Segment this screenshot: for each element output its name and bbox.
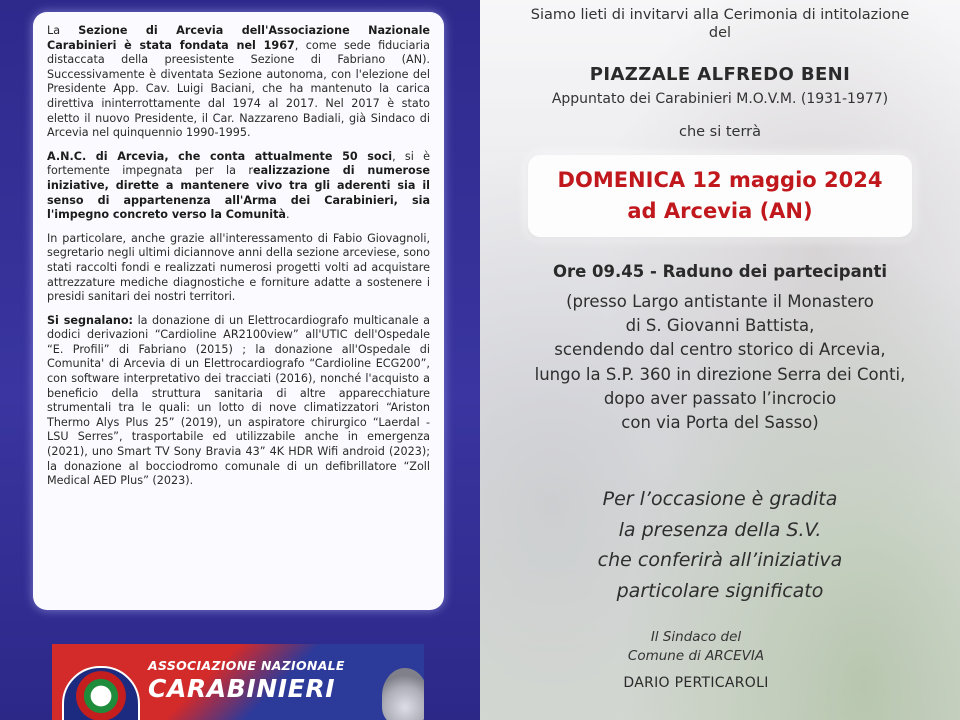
history-paragraph-1 [47,24,430,141]
bold-text-segment: ealizzazione di numerose iniziative, dirette a mantenere vivo tra gli aderenti sia il senso di appartenenza all'Arma dei Carabinieri, sia l'impegno concreto verso la Comunità [47,164,430,222]
occasion-line: che conferirà all’iniziativa [597,549,843,571]
occasion-line: la presenza della S.V. [618,518,822,541]
ceremony-title: PIAZZALE ALFREDO BENI [589,64,851,85]
carabinieri-logo [52,644,424,720]
invitation-text [480,6,960,42]
mayor-title [480,628,936,666]
right-panel [480,0,960,720]
address-line: dopo aver passato l’incrocio [603,388,837,408]
address-line: lungo la S.P. 360 in direzione Serra dei Conti, [534,364,906,384]
text-segment: In particolare, anche grazie all'interessamento di Fabio Giovagnoli, segretario negli ultimi diciannove anni della sezione arceviese, sono stati raccolti fondi e realizzati numerosi progetti volti ad acquistare attrezzature mediche diagnostiche e forniture adatte a sostenere i presidi sanitari dei nostri territori. [47,231,430,304]
address-line: di S. Giovanni Battista, [625,316,815,336]
text-segment: , come sede fiduciaria distaccata della preesistente Sezione di Fabriano (AN). Successivamente è diventata Sezione autonoma, con l'elezione del Presidente App. Cav. Luigi Baciani, che ha mantenuto la carica direttiva ininterrottamente dal 1974 al 2017. Nel 2017 è stato eletto il nuovo Presidente, il Car. Nazzareno Badiali, già Sindaco di Arcevia nel quinquennio 1990-1995. [47,38,431,140]
carabinieri-flame-icon [382,668,424,720]
history-paragraph-3 [47,232,430,305]
text-segment: . [285,208,290,222]
occasion-text [480,484,960,606]
will-be-held-text: che si terrà [678,124,762,140]
bold-text-segment: Si segnalano: [47,313,134,327]
meeting-address [480,290,960,435]
history-card [33,12,444,610]
date-box [528,155,912,237]
invitation-line-1: Siamo lieti di invitarvi alla Cerimonia di intitolazione [530,7,910,23]
mayor-title-line-1: Il Sindaco del [650,629,742,645]
event-place: ad Arcevia (AN) [627,199,813,223]
bold-text-segment: Sezione di Arcevia dell'Associazione Nazionale Carabinieri è stata fondata nel 1967 [47,24,430,52]
address-line: scendendo dal centro storico di Arcevia, [554,340,886,360]
occasion-line: Per l’occasione è gradita [602,488,838,510]
address-line: con via Porta del Sasso) [621,413,819,433]
mayor-title-line-2: Comune di ARCEVIA [627,648,765,664]
logo-subtitle: ASSOCIAZIONE NAZIONALE [148,658,345,673]
occasion-line: particolare significato [616,579,824,602]
history-paragraph-2 [47,150,430,223]
logo-main-text: CARABINIERI [148,674,336,703]
carabinieri-shield-icon [62,666,140,720]
mayor-name: DARIO PERTICAROLI [623,675,769,691]
history-paragraph-4 [47,314,430,489]
ceremony-subtitle: Appuntato dei Carabinieri M.O.V.M. (1931-1977) [551,91,889,107]
address-line: (presso Largo antistante il Monastero [566,292,874,311]
text-segment: , si è fortemente impegnata per la r [47,149,430,178]
invitation-line-2: del [708,25,732,41]
text-segment: La [47,24,79,37]
text-segment: la donazione di un Elettrocardiografo multicanale a dodici derivazioni “Cardioline AR2100view” all'UTIC dell'Ospedale “E. Profili” di Fabriano (2015) ; la donazione all'Ospedale di Comunita' di Arcevia di un Elettrocardiografo “Cardioline ECG200”, con software interpretativo dei tracciati (2016), nonché l'acquisto a beneficio della struttura sanitaria di altre apparecchiature strumentali tra le quali: un lotto di nove climatizzatori “Ariston Thermo Alys Plus 25” (2019), un aspiratore chirurgico “Laerdal - LSU Serres”, trasportabile ed utilizzabile anche in emergenza (2021), uno Smart TV Sony Bravia 43” 4K HDR Wifi android (2023); la donazione al bocciodromo comunale di un defibrillatore “Zoll Medical AED Plus” (2023). [47,313,430,488]
event-date: DOMENICA 12 maggio 2024 [557,168,883,192]
meeting-time: Ore 09.45 - Raduno dei partecipanti [552,262,888,281]
bold-text-segment: A.N.C. di Arcevia, che conta attualmente 50 soci [47,149,393,163]
